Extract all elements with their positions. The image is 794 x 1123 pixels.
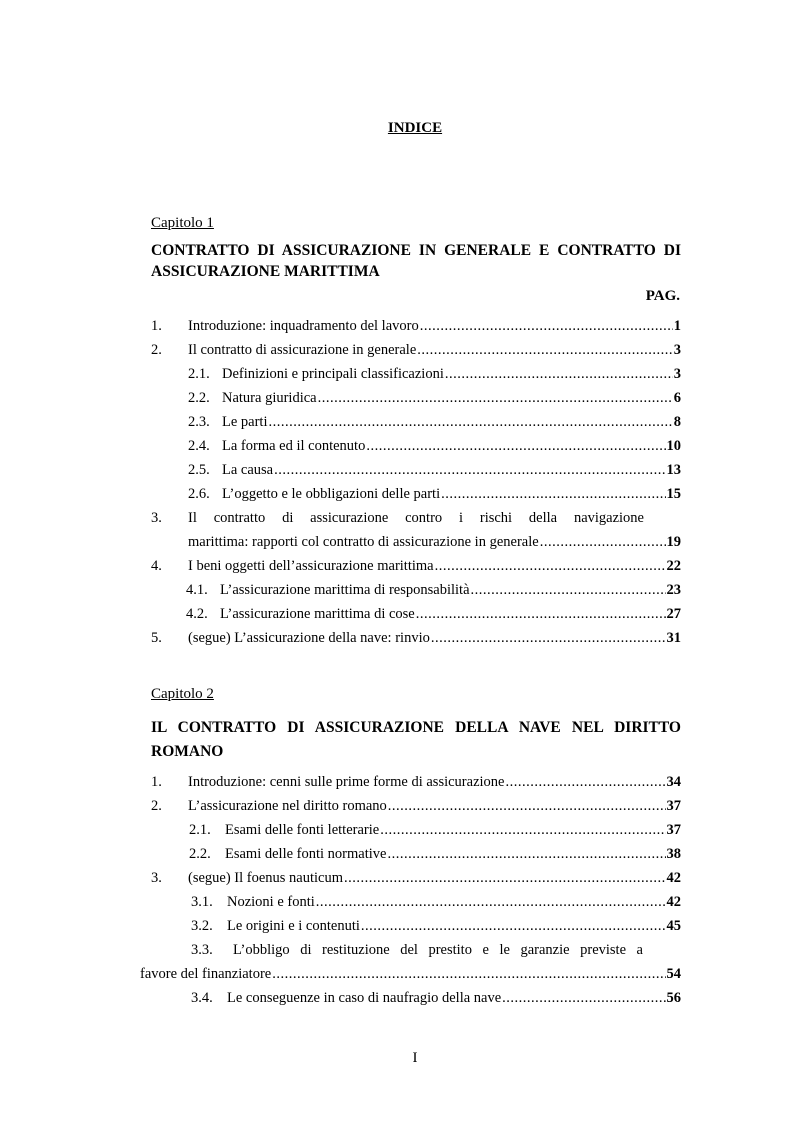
entry-title: Esami delle fonti letterarie bbox=[225, 822, 380, 838]
dot-leader bbox=[318, 390, 673, 407]
entry-title: (segue) L’assicurazione della nave: rinvio bbox=[188, 630, 430, 646]
entry-page: 3 bbox=[673, 342, 681, 358]
dot-leader bbox=[420, 318, 673, 335]
dot-leader bbox=[388, 798, 666, 815]
dot-leader bbox=[441, 486, 665, 503]
entry-number: 4.2. bbox=[186, 606, 208, 622]
entry-title: Il contratto di assicurazione contro i rischi della navigazione bbox=[188, 510, 644, 526]
entry-number: 4. bbox=[151, 558, 162, 574]
entry-number: 3.2. bbox=[191, 918, 213, 934]
entry-title: Esami delle fonti normative bbox=[225, 846, 387, 862]
chapter-1-label: Capitolo 1 bbox=[151, 215, 214, 231]
chapter-1-title: CONTRATTO DI ASSICURAZIONE IN GENERALE E CONTRATTO DI ASSICURAZIONE MARITTIMA bbox=[151, 242, 681, 280]
entry-title: L’assicurazione nel diritto romano bbox=[188, 798, 387, 814]
entry-number: 2.4. bbox=[188, 438, 210, 454]
entry-number: 3.1. bbox=[191, 894, 213, 910]
entry-number: 2.1. bbox=[188, 366, 210, 382]
toc-entry[interactable] bbox=[188, 366, 681, 386]
dot-leader bbox=[471, 582, 666, 599]
toc-entry[interactable] bbox=[188, 462, 681, 482]
entry-title: marittima: rapporti col contratto di assicurazione in generale bbox=[188, 534, 539, 550]
toc-entry[interactable] bbox=[191, 918, 681, 938]
entry-page: 42 bbox=[666, 894, 681, 910]
dot-leader bbox=[417, 342, 672, 359]
dot-leader bbox=[380, 822, 665, 839]
dot-leader bbox=[366, 438, 665, 455]
toc-entry[interactable] bbox=[188, 438, 681, 458]
dot-leader bbox=[272, 966, 665, 983]
entry-page: 22 bbox=[666, 558, 681, 574]
entry-title: Definizioni e principali classificazioni bbox=[222, 366, 444, 382]
entry-title: La forma ed il contenuto bbox=[222, 438, 366, 454]
entry-page: 3 bbox=[673, 366, 681, 382]
entry-page: 34 bbox=[666, 774, 681, 790]
entry-title: Nozioni e fonti bbox=[227, 894, 315, 910]
entry-page: 13 bbox=[666, 462, 681, 478]
dot-leader bbox=[445, 366, 673, 383]
dot-leader bbox=[505, 774, 665, 791]
toc-entry[interactable] bbox=[189, 822, 681, 842]
entry-title: Il contratto di assicurazione in generale bbox=[188, 342, 417, 358]
toc-entry[interactable] bbox=[151, 318, 681, 338]
dot-leader bbox=[387, 846, 665, 863]
entry-title: Le origini e i contenuti bbox=[227, 918, 360, 934]
entry-number: 2. bbox=[151, 798, 162, 814]
entry-page: 15 bbox=[666, 486, 681, 502]
entry-page: 6 bbox=[673, 390, 681, 406]
toc-entry[interactable] bbox=[151, 870, 681, 890]
dot-leader bbox=[316, 894, 666, 911]
toc-entry[interactable] bbox=[151, 558, 681, 578]
entry-title: L’assicurazione marittima di cose bbox=[220, 606, 415, 622]
entry-title: Introduzione: inquadramento del lavoro bbox=[188, 318, 419, 334]
entry-page: 27 bbox=[666, 606, 681, 622]
entry-number: 2.1. bbox=[189, 822, 211, 838]
toc-entry[interactable] bbox=[191, 990, 681, 1010]
entry-title: I beni oggetti dell’assicurazione marittima bbox=[188, 558, 434, 574]
entry-page: 38 bbox=[666, 846, 681, 862]
entry-number: 1. bbox=[151, 774, 162, 790]
dot-leader bbox=[344, 870, 665, 887]
entry-page: 1 bbox=[673, 318, 681, 334]
entry-page: 56 bbox=[666, 990, 681, 1006]
entry-number: 2.2. bbox=[189, 846, 211, 862]
entry-page: 45 bbox=[666, 918, 681, 934]
toc-entry-line-1[interactable] bbox=[151, 510, 681, 530]
chapter-2-title: IL CONTRATTO DI ASSICURAZIONE DELLA NAVE NEL DIRITTO ROMANO bbox=[151, 719, 681, 760]
entry-page: 54 bbox=[666, 966, 681, 982]
entry-number: 2.3. bbox=[188, 414, 210, 430]
page-number: I bbox=[412, 1050, 418, 1066]
entry-number: 3. bbox=[151, 870, 162, 886]
entry-page: 37 bbox=[666, 798, 681, 814]
entry-number: 2.6. bbox=[188, 486, 210, 502]
entry-page: 10 bbox=[666, 438, 681, 454]
dot-leader bbox=[431, 630, 666, 647]
toc-entry[interactable] bbox=[151, 630, 681, 650]
toc-entry[interactable] bbox=[188, 390, 681, 410]
toc-entry[interactable] bbox=[191, 894, 681, 914]
toc-entry[interactable] bbox=[151, 774, 681, 794]
chapter-2-label: Capitolo 2 bbox=[151, 686, 214, 702]
toc-entry-line-2[interactable] bbox=[140, 966, 681, 986]
dot-leader bbox=[269, 414, 673, 431]
entry-number: 3. bbox=[151, 510, 162, 526]
entry-number: 1. bbox=[151, 318, 162, 334]
dot-leader bbox=[540, 534, 666, 551]
dot-leader bbox=[361, 918, 666, 935]
entry-title: La causa bbox=[222, 462, 274, 478]
entry-title: Le conseguenze in caso di naufragio della nave bbox=[227, 990, 502, 1006]
entry-number: 2. bbox=[151, 342, 162, 358]
entry-title: Natura giuridica bbox=[222, 390, 317, 406]
entry-title: Introduzione: cenni sulle prime forme di assicurazione bbox=[188, 774, 505, 790]
entry-page: 31 bbox=[666, 630, 681, 646]
entry-title: L’obbligo di restituzione del prestito e le garanzie previste a bbox=[233, 942, 643, 958]
toc-entry[interactable] bbox=[186, 582, 681, 602]
toc-entry[interactable] bbox=[188, 414, 681, 434]
dot-leader bbox=[502, 990, 665, 1007]
toc-entry[interactable] bbox=[151, 798, 681, 818]
entry-page: 42 bbox=[666, 870, 681, 886]
entry-title: (segue) Il foenus nauticum bbox=[188, 870, 344, 886]
entry-page: 37 bbox=[666, 822, 681, 838]
toc-entry-line-1[interactable] bbox=[191, 942, 643, 962]
entry-number: 4.1. bbox=[186, 582, 208, 598]
entry-title: favore del finanziatore bbox=[140, 966, 272, 982]
toc-entry[interactable] bbox=[151, 342, 681, 362]
toc-entry-line-2[interactable] bbox=[188, 534, 681, 554]
entry-number: 2.5. bbox=[188, 462, 210, 478]
toc-entry[interactable] bbox=[189, 846, 681, 866]
toc-entry[interactable] bbox=[186, 606, 681, 626]
entry-number: 2.2. bbox=[188, 390, 210, 406]
dot-leader bbox=[274, 462, 665, 479]
page-title: INDICE bbox=[387, 120, 443, 136]
dot-leader bbox=[416, 606, 666, 623]
entry-page: 23 bbox=[666, 582, 681, 598]
entry-number: 3.3. bbox=[191, 942, 213, 958]
entry-title: L’oggetto e le obbligazioni delle parti bbox=[222, 486, 441, 502]
entry-number: 5. bbox=[151, 630, 162, 646]
entry-page: 8 bbox=[673, 414, 681, 430]
toc-entry[interactable] bbox=[188, 486, 681, 506]
entry-page: 19 bbox=[666, 534, 681, 550]
entry-title: Le parti bbox=[222, 414, 268, 430]
page-column-header: PAG. bbox=[645, 288, 680, 304]
entry-number: 3.4. bbox=[191, 990, 213, 1006]
entry-title: L’assicurazione marittima di responsabilità bbox=[220, 582, 470, 598]
dot-leader bbox=[435, 558, 666, 575]
